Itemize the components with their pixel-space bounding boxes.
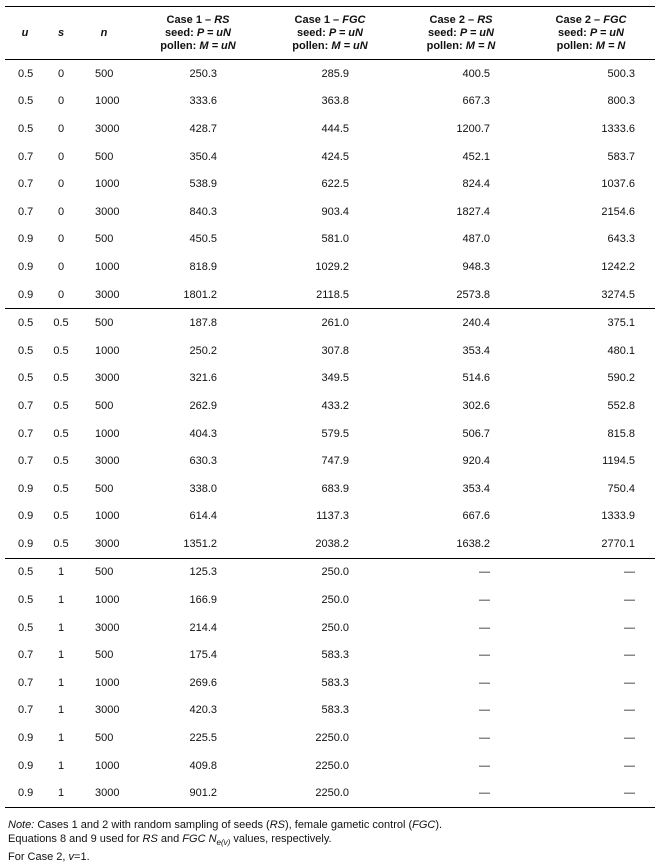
row-group-s0-5: [5, 309, 655, 558]
cell-case1-fgc: 2250.0: [315, 732, 349, 745]
cell-n: 500: [95, 233, 114, 246]
cell-u: 0.7: [18, 704, 34, 717]
cell-case2-rs: 452.1: [462, 150, 490, 163]
cell-case1-rs: 409.8: [189, 759, 217, 772]
cell-case1-fgc: 307.8: [321, 344, 349, 357]
cell-n: 1000: [95, 510, 120, 523]
cell-case1-fgc: 250.0: [321, 621, 349, 634]
cell-s: 0.5: [45, 309, 77, 337]
cell-s: 0.5: [53, 344, 69, 357]
cell-case1-fgc: 250.0: [265, 558, 395, 586]
cell-n: 500: [77, 558, 131, 586]
table-row: [5, 226, 655, 254]
cell-case2-fgc: 2770.1: [601, 537, 635, 550]
cell-s: 1: [45, 779, 77, 807]
cell-u: 0.5: [18, 122, 34, 135]
table-row: [5, 309, 655, 337]
cell-case1-rs: 262.9: [189, 399, 217, 412]
cell-case2-fgc: 2154.6: [601, 205, 635, 218]
cell-n: 500: [95, 399, 114, 412]
cell-s: 1: [57, 732, 65, 745]
cell-case2-rs: 1200.7: [456, 122, 490, 135]
table-row: [5, 365, 655, 393]
cell-case1-rs: 166.9: [189, 594, 217, 607]
cell-case1-rs: 225.5: [189, 732, 217, 745]
cell-case2-fgc: 800.3: [607, 95, 635, 108]
cell-u: 0.9: [18, 510, 34, 523]
note-line-2: Equations 8 and 9 used for RS and FGC $N_{e(v)}$ values, respectively.: [8, 833, 332, 848]
table-row: [5, 420, 655, 448]
cell-case2-rs: 1827.4: [456, 205, 490, 218]
cell-case2-fgc: —: [624, 676, 635, 689]
header-row: [5, 7, 655, 60]
cell-case1-rs: 250.2: [189, 344, 217, 357]
cell-case1-fgc: 583.3: [321, 649, 349, 662]
cell-case2-rs: 920.4: [462, 455, 490, 468]
cell-u: 0.7: [18, 205, 34, 218]
cell-case1-rs: 321.6: [189, 372, 217, 385]
cell-n: 500: [95, 649, 114, 662]
cell-n: 500: [77, 309, 131, 337]
col-header-case1-rs: Case 1 – RS seed: P = uN pollen: M = uN: [131, 7, 265, 60]
cell-case1-rs: 338.0: [189, 482, 217, 495]
cell-case1-rs: 818.9: [189, 260, 217, 273]
cell-case2-fgc: 3274.5: [601, 288, 635, 301]
cell-n: 500: [95, 150, 114, 163]
cell-u: 0.9: [18, 732, 34, 745]
cell-case1-fgc: 683.9: [321, 482, 349, 495]
cell-n: 3000: [95, 122, 120, 135]
cell-n: 1000: [95, 260, 120, 273]
cell-u: 0.7: [18, 676, 34, 689]
cell-s: 0: [57, 150, 65, 163]
cell-s: 0.5: [53, 372, 69, 385]
cell-case1-fgc: 2250.0: [315, 759, 349, 772]
cell-case2-rs: —: [479, 649, 490, 662]
cell-case1-fgc: 579.5: [321, 427, 349, 440]
col-header-u: u: [5, 7, 45, 60]
cell-u: 0.7: [18, 178, 34, 191]
col-header-n: n: [77, 7, 131, 60]
col-header-s: s: [45, 7, 77, 60]
cell-u: 0.7: [18, 455, 34, 468]
cell-case1-rs: 840.3: [189, 205, 217, 218]
cell-case1-rs: 404.3: [189, 427, 217, 440]
cell-s: 1: [45, 558, 77, 586]
cell-case1-fgc: 2038.2: [315, 537, 349, 550]
cell-case2-fgc: 590.2: [607, 372, 635, 385]
cell-n: 3000: [95, 455, 120, 468]
cell-u: 0.5: [18, 594, 34, 607]
cell-s: 0: [57, 260, 65, 273]
cell-case2-fgc: —: [624, 732, 635, 745]
cell-case2-rs: —: [479, 594, 490, 607]
cell-case2-rs: —: [479, 621, 490, 634]
cell-case1-fgc: 261.0: [265, 309, 395, 337]
cell-s: 1: [57, 704, 65, 717]
cell-u: 0.5: [18, 67, 34, 80]
table-row: [5, 281, 655, 309]
cell-case2-rs: 948.3: [462, 260, 490, 273]
cell-case2-rs: 667.3: [462, 95, 490, 108]
cell-u: 0.5: [5, 558, 45, 586]
cell-case2-fgc: 480.1: [607, 344, 635, 357]
cell-n: 500: [95, 482, 114, 495]
table-row: [5, 60, 655, 88]
cell-case1-fgc: 747.9: [321, 455, 349, 468]
cell-case2-rs: —: [479, 676, 490, 689]
cell-case1-rs: 175.4: [189, 649, 217, 662]
cell-s: 0.5: [53, 427, 69, 440]
cell-case1-rs: 187.8: [131, 309, 265, 337]
table-row: [5, 779, 655, 807]
cell-case2-fgc: 583.7: [607, 150, 635, 163]
cell-case1-rs: 630.3: [189, 455, 217, 468]
table-row: [5, 475, 655, 503]
cell-u: 0.7: [18, 399, 34, 412]
cell-case1-rs: 614.4: [189, 510, 217, 523]
cell-case2-rs: 353.4: [462, 344, 490, 357]
row-group-s0: [5, 60, 655, 309]
cell-case2-rs: —: [479, 704, 490, 717]
results-table: [5, 6, 655, 808]
cell-n: 3000: [95, 288, 120, 301]
table-row: [5, 530, 655, 558]
cell-case1-rs: 420.3: [189, 704, 217, 717]
cell-case2-fgc: —: [624, 759, 635, 772]
table-row: [5, 641, 655, 669]
cell-case1-rs: 125.3: [131, 558, 265, 586]
col-header-case2-fgc: Case 2 – FGC seed: P = uN pollen: M = N: [527, 7, 655, 60]
cell-case2-rs: 2573.8: [456, 288, 490, 301]
cell-case2-fgc: —: [624, 594, 635, 607]
cell-case2-fgc: 1242.2: [601, 260, 635, 273]
cell-case2-rs: 667.6: [462, 510, 490, 523]
cell-u: 0.5: [18, 95, 34, 108]
cell-s: 0.5: [53, 399, 69, 412]
cell-case2-fgc: 1194.5: [602, 455, 635, 468]
col-header-case1-fgc: Case 1 – FGC seed: P = uN pollen: M = uN: [265, 7, 395, 60]
cell-n: 1000: [95, 95, 120, 108]
cell-n: 3000: [77, 779, 131, 807]
cell-case1-fgc: 622.5: [321, 178, 349, 191]
cell-case1-fgc: 2118.5: [316, 288, 349, 301]
table-row: [5, 614, 655, 642]
table-row: [5, 447, 655, 475]
cell-case1-fgc: 583.3: [321, 704, 349, 717]
cell-u: 0.5: [5, 309, 45, 337]
cell-case2-rs: —: [479, 732, 490, 745]
cell-case1-fgc: 1029.2: [315, 260, 349, 273]
cell-s: 0.5: [53, 482, 69, 495]
cell-s: 1: [57, 621, 65, 634]
cell-case1-rs: 901.2: [131, 779, 265, 807]
cell-n: 1000: [95, 759, 120, 772]
cell-case2-rs: 240.4: [395, 309, 527, 337]
cell-s: 0: [57, 67, 65, 80]
cell-s: 0: [57, 205, 65, 218]
table-row: [5, 697, 655, 725]
table-row: [5, 558, 655, 586]
cell-s: 0: [57, 178, 65, 191]
cell-n: 1000: [95, 594, 120, 607]
cell-case1-fgc: 363.8: [321, 95, 349, 108]
cell-case1-rs: 250.3: [189, 67, 217, 80]
table-row: [5, 115, 655, 143]
table-row: [5, 724, 655, 752]
cell-u: 0.7: [18, 427, 34, 440]
cell-case1-fgc: 903.4: [321, 205, 349, 218]
cell-case2-rs: 400.5: [462, 67, 490, 80]
cell-case2-rs: 1638.2: [456, 537, 490, 550]
cell-case1-rs: 538.9: [189, 178, 217, 191]
cell-case2-rs: 514.6: [462, 372, 490, 385]
cell-case1-fgc: 250.0: [321, 594, 349, 607]
cell-u: 0.9: [18, 260, 34, 273]
cell-case2-fgc: 815.8: [607, 427, 635, 440]
cell-case2-fgc: 643.3: [607, 233, 635, 246]
cell-case1-rs: 333.6: [189, 95, 217, 108]
cell-case1-fgc: 433.2: [321, 399, 349, 412]
cell-case2-fgc: 1037.6: [601, 178, 635, 191]
cell-case2-rs: 302.6: [462, 399, 490, 412]
cell-n: 500: [95, 67, 114, 80]
cell-case2-rs: 506.7: [462, 427, 490, 440]
cell-u: 0.9: [18, 759, 34, 772]
cell-case2-rs: —: [395, 558, 527, 586]
cell-case1-fgc: 444.5: [321, 122, 349, 135]
cell-case2-rs: —: [395, 779, 527, 807]
cell-case1-fgc: 424.5: [321, 150, 349, 163]
cell-case1-fgc: 2250.0: [265, 779, 395, 807]
cell-s: 1: [57, 676, 65, 689]
cell-case1-rs: 350.4: [189, 150, 217, 163]
cell-n: 3000: [95, 205, 120, 218]
cell-u: 0.7: [18, 649, 34, 662]
cell-case1-fgc: 583.3: [321, 676, 349, 689]
table-row: [5, 170, 655, 198]
cell-n: 3000: [95, 537, 120, 550]
note-line-3: For Case 2, v=1.: [8, 851, 90, 864]
cell-case1-rs: 214.4: [189, 621, 217, 634]
cell-case2-fgc: —: [624, 621, 635, 634]
cell-n: 1000: [95, 676, 120, 689]
table-row: [5, 752, 655, 780]
table-row: [5, 337, 655, 365]
cell-u: 0.9: [18, 537, 34, 550]
cell-s: 0: [57, 95, 65, 108]
cell-n: 3000: [95, 621, 120, 634]
cell-s: 1: [57, 594, 65, 607]
cell-u: 0.7: [18, 150, 34, 163]
cell-case2-fgc: 750.4: [607, 482, 635, 495]
cell-u: 0.5: [18, 621, 34, 634]
cell-s: 0: [57, 288, 65, 301]
cell-case1-rs: 450.5: [189, 233, 217, 246]
cell-u: 0.9: [18, 288, 34, 301]
cell-u: 0.9: [18, 233, 34, 246]
cell-case2-fgc: 552.8: [607, 399, 635, 412]
cell-case1-rs: 1801.2: [183, 288, 217, 301]
cell-u: 0.5: [18, 344, 34, 357]
cell-case2-fgc: —: [527, 558, 655, 586]
cell-case2-rs: 353.4: [462, 482, 490, 495]
cell-s: 0: [57, 122, 65, 135]
table-row: [5, 669, 655, 697]
cell-case2-fgc: 500.3: [607, 67, 635, 80]
table-row: [5, 503, 655, 531]
cell-n: 1000: [95, 427, 120, 440]
row-group-s1: [5, 558, 655, 807]
cell-s: 0.5: [53, 537, 69, 550]
cell-s: 1: [57, 759, 65, 772]
cell-case2-fgc: 1333.6: [601, 122, 635, 135]
cell-u: 0.9: [5, 779, 45, 807]
cell-u: 0.9: [18, 482, 34, 495]
cell-case1-fgc: 349.5: [321, 372, 349, 385]
table-row: [5, 586, 655, 614]
cell-case1-rs: 1351.2: [183, 537, 217, 550]
cell-case2-fgc: —: [624, 704, 635, 717]
cell-case1-fgc: 581.0: [321, 233, 349, 246]
cell-case1-fgc: 1137.3: [316, 510, 349, 523]
table-row: [5, 198, 655, 226]
cell-case2-rs: —: [479, 759, 490, 772]
col-header-case2-rs: Case 2 – RS seed: P = uN pollen: M = N: [395, 7, 527, 60]
cell-u: 0.5: [18, 372, 34, 385]
cell-s: 0: [57, 233, 65, 246]
note-line-1: Note: Cases 1 and 2 with random sampling of seeds (RS), female gametic control (FGC).: [8, 819, 443, 831]
cell-n: 500: [95, 732, 114, 745]
table-row: [5, 88, 655, 116]
cell-case2-fgc: 1333.9: [601, 510, 635, 523]
cell-n: 1000: [95, 178, 120, 191]
table-row: [5, 392, 655, 420]
cell-case2-rs: 824.4: [462, 178, 490, 191]
table-row: [5, 143, 655, 171]
cell-case1-rs: 428.7: [189, 122, 217, 135]
cell-n: 1000: [95, 344, 120, 357]
table-note: [8, 818, 442, 864]
table-row: [5, 253, 655, 281]
cell-case1-fgc: 285.9: [321, 67, 349, 80]
cell-case2-rs: 487.0: [462, 233, 490, 246]
cell-n: 3000: [95, 372, 120, 385]
cell-case1-rs: 269.6: [189, 676, 217, 689]
cell-case2-fgc: —: [527, 779, 655, 807]
cell-s: 0.5: [53, 455, 69, 468]
cell-case2-fgc: 375.1: [527, 309, 655, 337]
cell-s: 0.5: [53, 510, 69, 523]
cell-n: 3000: [95, 704, 120, 717]
cell-s: 1: [57, 649, 65, 662]
cell-case2-fgc: —: [624, 649, 635, 662]
